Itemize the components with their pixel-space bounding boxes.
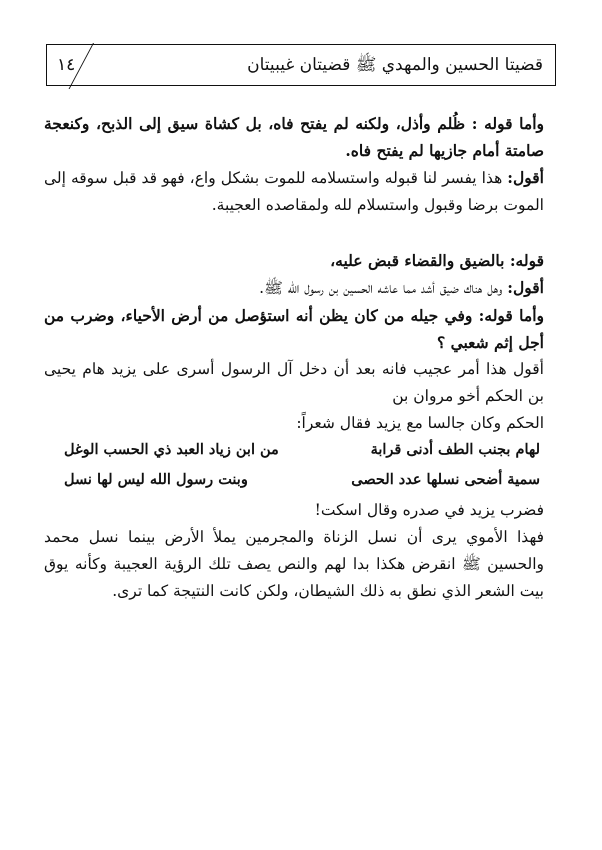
paragraph-comment-3: أقول هذا أمر عجيب فانه بعد أن دخل آل الرسول أسرى على يزيد هام يحيى بن الحكم أخو مروان بن [44, 360, 544, 405]
poem-verse [44, 437, 558, 467]
page-header [46, 44, 556, 86]
comment-label: أقول: [507, 278, 544, 297]
paragraph-comment-1 [44, 164, 558, 219]
header-divider [69, 43, 122, 89]
paragraph-quote-1: وأما قوله : ظُلم وأذل، ولكنه لم يفتح فاه، بل كشاة سيق إلى الذبح، وكنعجة صامتة أمام جازيها لم يفتح فاه. [44, 114, 544, 160]
page-body [44, 110, 558, 605]
paragraph-gap [44, 219, 558, 247]
paragraph-verse-intro: الحكم وكان جالسا مع يزيد فقال شعراً: [296, 414, 544, 432]
paragraph-quote-3: وأما قوله: وفي جيله من كان يظن أنه استؤصل من أرض الأحياء، وضرب من أجل إثم شعبي ؟ [44, 306, 544, 352]
running-title: قضيتا الحسين والمهدي ﷺ قضيتان غيبيتان [247, 55, 543, 75]
comment-text: وهل هناك ضيق أشد مما عاشه الحسين بن رسول الله ﷺ. [259, 279, 508, 297]
paragraph-response: فضرب يزيد في صدره وقال اسكت! [314, 501, 544, 519]
poem-verse [44, 467, 558, 497]
verse-second-hemistich: من ابن زياد العبد ذي الحسب الوغل [64, 441, 279, 458]
paragraph-conclusion: فهذا الأموي يرى أن نسل الزناة والمجرمين يملأ الأرض بينما نسل محمد والحسين ﷺ انقرض هكذا بدا لهم والنص يصف تلك الرؤية العجيبة وكأنه يوق بيت الشعر الذي نطق به ذلك الشيطان، ولكن كانت النتيجة كما ترى. [44, 528, 544, 600]
paragraph-quote-2: قوله: بالضيق والقضاء قبض عليه، [330, 251, 544, 270]
comment-label: أقول: [507, 168, 544, 187]
verse-first-hemistich: سمية أضحى نسلها عدد الحصى [351, 471, 540, 488]
page-number: ١٤ [57, 55, 76, 75]
comment-text: هذا يفسر لنا قبوله واستسلامه للموت بشكل واع، فهو قد قبل سوقه إلى الموت برضا وقبول واستسلام لله ولمقاصده العجيبة. [44, 169, 544, 214]
paragraph-comment-2 [44, 274, 558, 302]
verse-first-hemistich: لهام بجنب الطف أدنى قرابة [370, 441, 540, 458]
verse-second-hemistich: وبنت رسول الله ليس لها نسل [64, 471, 248, 488]
